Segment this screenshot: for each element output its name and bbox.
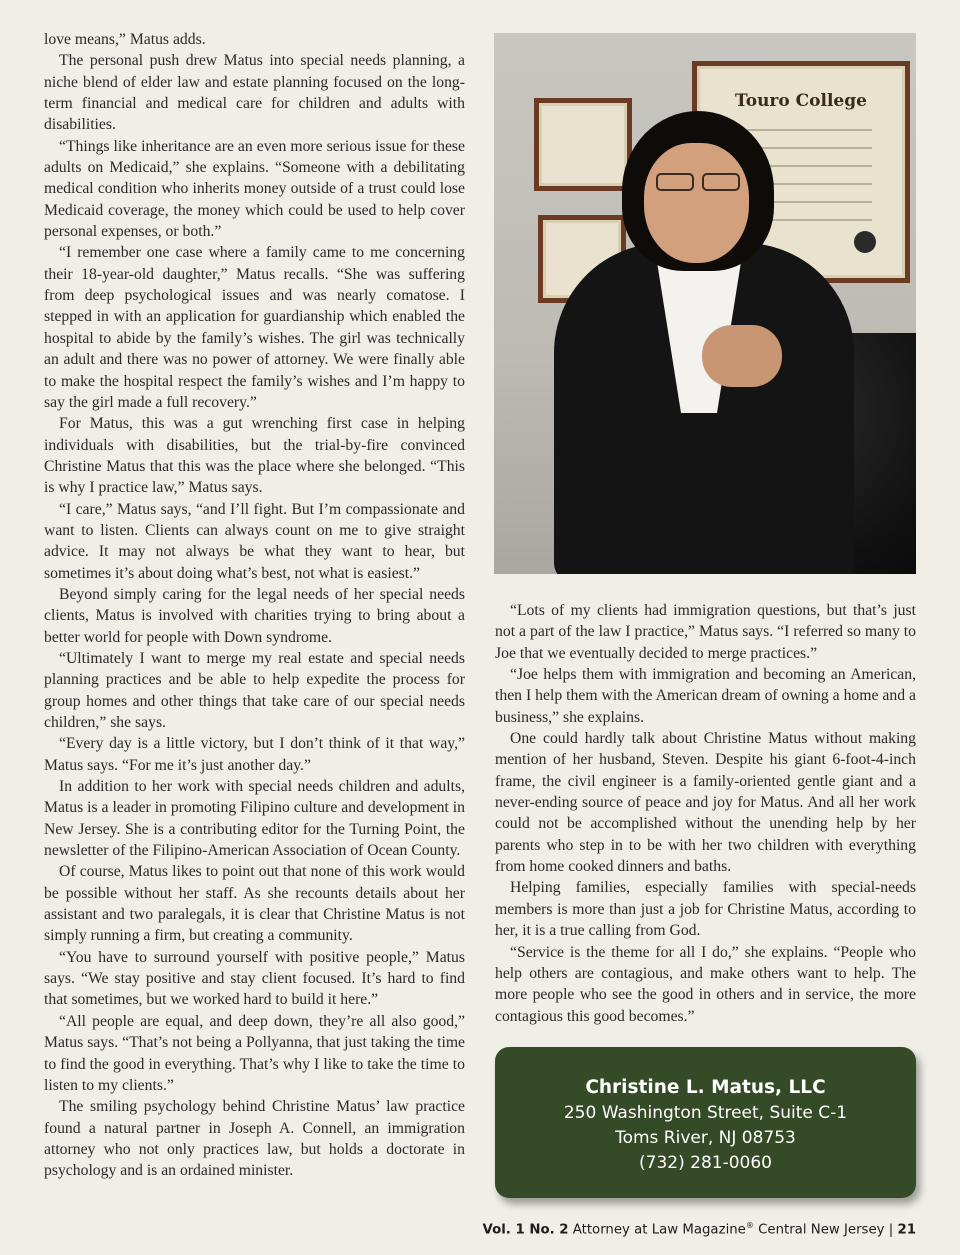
article-left-column (44, 29, 465, 1182)
seal-icon (854, 231, 876, 253)
glasses-icon (656, 173, 740, 189)
paragraph: “I care,” Matus says, “and I’ll fight. But I’m compassionate and want to listen. Clients can always count on me to give straight advice. It may not always be what they want to hear, but sometimes it’s about doing what’s best, not what is easiest.” (44, 500, 465, 582)
contact-info-box (495, 1047, 916, 1198)
paragraph: Helping families, especially families with special-needs members is more than just a job for Christine Matus, according to her, it is a true calling from God. (495, 879, 916, 940)
paragraph: “You have to surround yourself with positive people,” Matus says. “We stay positive and stay client focused. It’s hard to find that sometimes, but we worked hard to build it here.” (44, 948, 465, 1009)
paragraph: In addition to her work with special needs children and adults, Matus is a leader in promoting Filipino culture and development in New Jersey. She is a contributing editor for the Turning Point, the newsletter of the Filipino-American Association of Ocean County. (44, 778, 465, 860)
paragraph: love means,” Matus adds. (44, 31, 206, 48)
page-footer (483, 1221, 916, 1237)
footer-separator: | (888, 1222, 894, 1238)
city-state-zip: Toms River, NJ 08753 (615, 1128, 796, 1148)
firm-name: Christine L. Matus, LLC (585, 1077, 826, 1098)
paragraph: One could hardly talk about Christine Matus without making mention of her husband, Steven. Despite his giant 6-foot-4-inch frame, the civil engineer is a family-oriented gentle giant and a never-ending source of peace and joy for Matus. And all her work could not be accomplished without the unending help by her parents who step in to be with her two children with everything from home cooked dinners and baths. (495, 730, 916, 876)
paragraph: “Joe helps them with immigration and becoming an American, then I help them with the American dream of owning a home and a business,” she explains. (495, 666, 916, 726)
paragraph: “Ultimately I want to merge my real estate and special needs planning practices and be able to help expedite the process for group homes and other things that take care of our special needs children,” she says. (44, 649, 465, 731)
paragraph: “Service is the theme for all I do,” she explains. “People who help others are contagious, and make others want to help. The more people who see the good in others and in service, the more contagious this good becomes.” (495, 943, 916, 1025)
paragraph: “Every day is a little victory, but I don’t think of it that way,” Matus says. “For me it’s just another day.” (44, 735, 465, 774)
paragraph: Of course, Matus likes to point out that none of this work would be possible without her staff. As she recounts details about her assistant and two paralegals, it is clear that Christine Matus is not simply running a firm, but creating a community. (44, 863, 465, 945)
page-number: 21 (897, 1222, 916, 1238)
paragraph: “Lots of my clients had immigration questions, but that’s just not a part of the law I practice,” Matus says. “I referred so many to Joe that we eventually decided to merge practices.” (495, 602, 916, 662)
paragraph: For Matus, this was a gut wrenching first case in helping individuals with disabilities, but the trial-by-fire convinced Christine Matus that this was the place where she belonged. “This is why I practice law,” Matus says. (44, 415, 465, 497)
paragraph: Beyond simply caring for the legal needs of her special needs clients, Matus is involved with charities trying to bring about a better world for people with Down syndrome. (44, 585, 465, 646)
framed-certificate (534, 98, 632, 191)
registered-mark: ® (745, 1221, 754, 1230)
paragraph: “All people are equal, and deep down, they’re all also good,” Matus says. “That’s not being a Pollyanna, that just taking the time to find the good in everything. That’s why I like to take the time to listen to my clients.” (44, 1012, 465, 1094)
paragraph: “Things like inheritance are an even more serious issue for these adults on Medicaid,” she explains. “Someone with a debilitating medical condition who inherits money outside of a trust could lose Medicaid coverage, the money which could be used to help cover personal expenses, or both.” (44, 137, 465, 241)
paragraph: The smiling psychology behind Christine Matus’ law practice found a natural partner in Joseph A. Connell, an immigration attorney who not only practices law, but holds a doctorate in psychology and is an ordained minister. (44, 1098, 465, 1180)
attorney-portrait-photo (494, 33, 916, 574)
magazine-name: Attorney at Law Magazine (572, 1222, 746, 1238)
paragraph: “I remember one case where a family came to me concerning their 18-year-old daughter,” Matus recalls. “She was suffering from deep psychological issues and was nearly comatose. I stepped in with an application for guardianship which enabled the hospital to abide by the family’s wishes. The girl was technically an adult and there was no power of attorney. We were finally able to make the hospital respect the family’s wishes and I’m happy to say the girl made a full recovery.” (44, 244, 465, 411)
paragraph: The personal push drew Matus into special needs planning, a niche blend of elder law and estate planning focused on the long-term financial and medical care for children and adults with disabilities. (44, 52, 465, 134)
person-face (644, 143, 749, 263)
region-name: Central New Jersey (758, 1222, 885, 1238)
diploma-title: Touro College (735, 91, 867, 111)
article-right-column (495, 600, 916, 1027)
street-address: 250 Washington Street, Suite C-1 (563, 1103, 848, 1123)
phone-number: (732) 281-0060 (639, 1153, 772, 1173)
issue-label: Vol. 1 No. 2 (482, 1222, 569, 1238)
